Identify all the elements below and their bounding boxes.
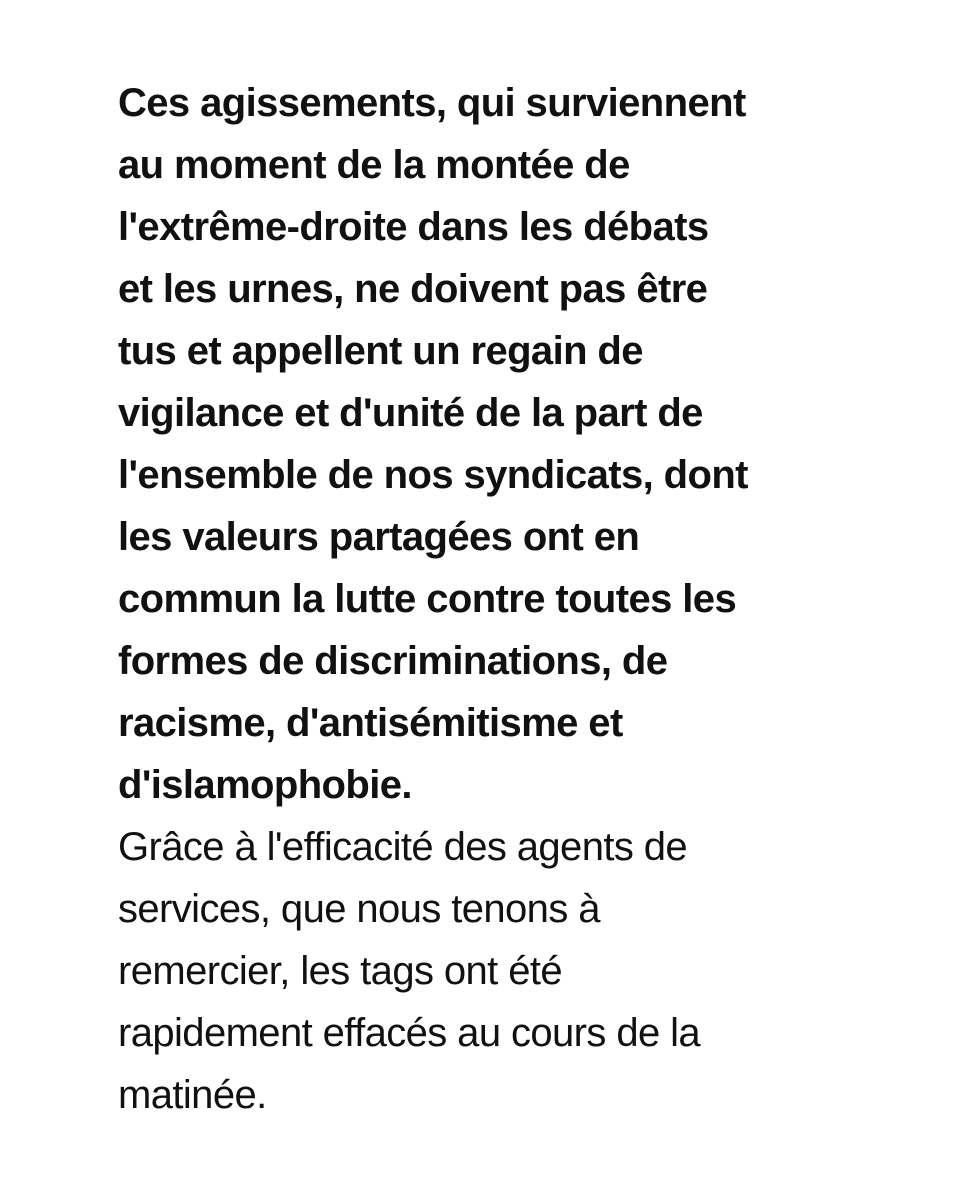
- text-line: services, que nous tenons à: [118, 887, 600, 931]
- text-line: l'extrême-droite dans les débats: [118, 205, 709, 249]
- text-line: au moment de la montée de: [118, 143, 630, 187]
- text-line: racisme, d'antisémitisme et: [118, 701, 623, 745]
- text-line: commun la lutte contre toutes les: [118, 577, 737, 621]
- text-line: matinée.: [118, 1073, 267, 1117]
- text-line: et les urnes, ne doivent pas être: [118, 267, 708, 311]
- text-line: Grâce à l'efficacité des agents de: [118, 825, 688, 869]
- text-line: les valeurs partagées ont en: [118, 515, 640, 559]
- text-line: Ces agissements, qui surviennent: [118, 81, 746, 125]
- text-line: d'islamophobie.: [118, 763, 412, 807]
- bold-paragraph: [118, 72, 860, 816]
- text-line: remercier, les tags ont été: [118, 949, 563, 993]
- text-line: vigilance et d'unité de la part de: [118, 391, 703, 435]
- document-page: [118, 72, 860, 1126]
- text-line: tus et appellent un regain de: [118, 329, 643, 373]
- text-line: rapidement effacés au cours de la: [118, 1011, 701, 1055]
- text-line: l'ensemble de nos syndicats, dont: [118, 453, 748, 497]
- text-line: formes de discriminations, de: [118, 639, 668, 683]
- regular-paragraph: [118, 816, 860, 1126]
